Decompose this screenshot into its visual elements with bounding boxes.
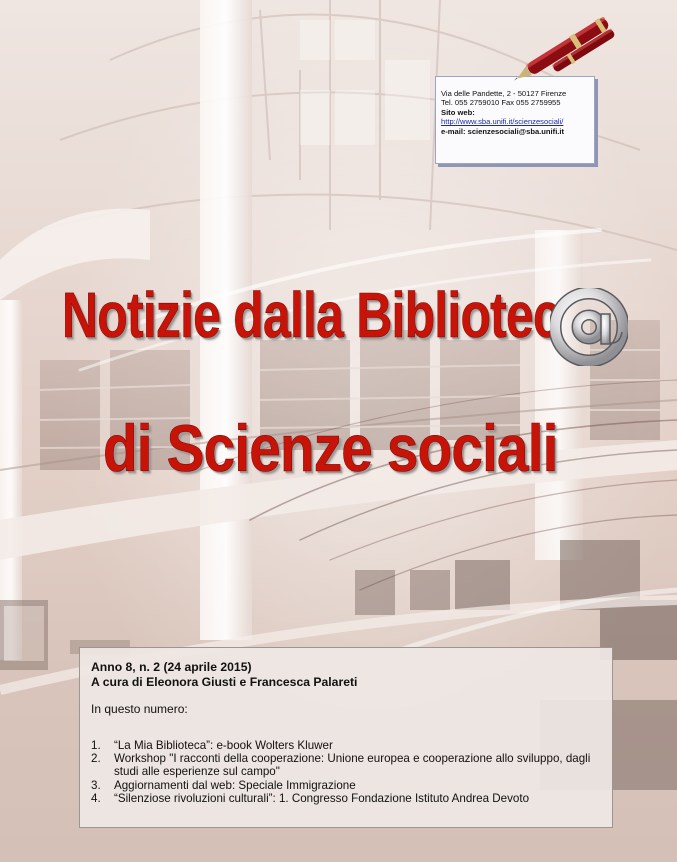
- contact-email[interactable]: scienzesociali@sba.unifi.it: [467, 126, 565, 136]
- issue-editors: A cura di Eleonora Giusti e Francesca Palareti: [91, 675, 358, 689]
- contact-web-link[interactable]: http://www.sba.unifi.it/scienzesociali/: [441, 117, 564, 127]
- list-item-number: 3.: [91, 778, 101, 792]
- list-item-text: Workshop "I racconti della cooperazione: Unione europea e cooperazione allo sviluppo, dagli studi alle esperienze sul campo": [114, 752, 591, 779]
- title-line-2: di Scienze sociali: [103, 411, 558, 485]
- list-item-text: “Silenziose rivoluzioni culturali”: 1. Congresso Fondazione Istituto Andrea Devoto: [114, 791, 530, 805]
- title-line-1: Notizie dalla Bibliotec: [62, 279, 560, 351]
- contents-list: [91, 739, 606, 805]
- contact-phone-fax: Tel. 055 2759010 Fax 055 2759955: [441, 98, 561, 108]
- list-item-number: 1.: [91, 739, 101, 752]
- contact-web-label: Sito web:: [441, 107, 475, 117]
- list-item: [91, 792, 606, 805]
- contents-heading: In questo numero:: [91, 702, 188, 716]
- at-sign-logo-icon: [550, 288, 628, 366]
- contact-email-label: e-mail:: [441, 126, 466, 136]
- list-item-text: “La Mia Biblioteca”: e-book Wolters Kluwer: [114, 739, 333, 752]
- list-item-number: 2.: [91, 752, 101, 766]
- contact-card: [435, 76, 593, 162]
- contact-address: Via delle Pandette, 2 - 50127 Firenze: [441, 89, 567, 98]
- fountain-pen-icon: [505, 6, 645, 86]
- list-item-text: Aggiornamenti dal web: Speciale Immigrazione: [114, 778, 356, 792]
- list-item: [91, 752, 606, 778]
- issue-number: Anno 8, n. 2 (24 aprile 2015): [91, 660, 252, 674]
- list-item-number: 4.: [91, 791, 101, 805]
- list-item: [91, 779, 606, 792]
- issue-summary-box: [79, 647, 613, 828]
- list-item: [91, 739, 606, 752]
